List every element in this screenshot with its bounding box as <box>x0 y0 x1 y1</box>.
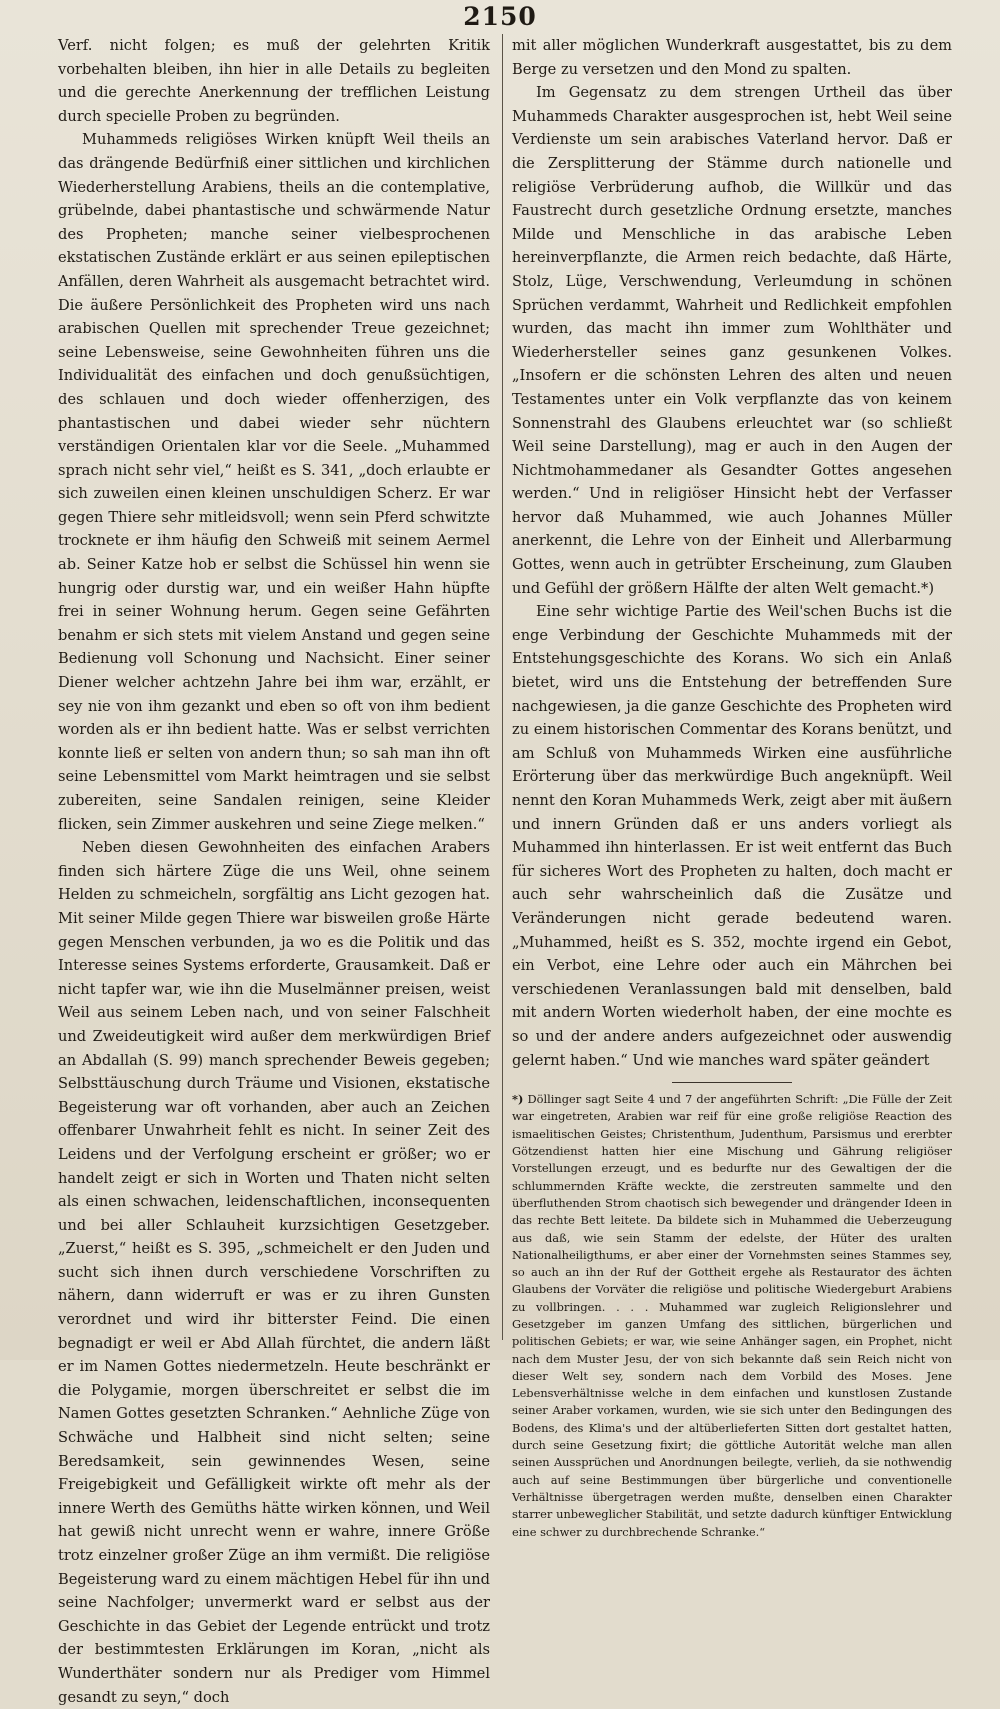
footnote-text: Döllinger sagt Seite 4 und 7 der angeführten Schrift: „Die Fülle der Zeit war eingetreten, Arabien war reif für eine große religiöse Reaction des ismaelitischen Geistes; Christenthum, Judenthum, Parsismus und ererbter Götzendienst hatten hier eine Mischung und Gährung religiöser Vorstellungen erzeugt, und es bedurfte nur des Gewaltigen der die schlummernden Kräfte weckte, die zerstreuten sammelte und den überfluthenden Strom chaotisch sich bewegender und drängender Ideen in das rechte Bett leitete. Da bildete sich in Muhammed die Ueberzeugung aus daß, wie sein Stamm der edelste, der Hüter des uralten Nationalheiligthums, er aber einer der Vornehmsten seines Stammes sey, so auch an ihn der Ruf der Gottheit ergehe als Restaurator des ächten Glaubens der Vorväter die religiöse und politische Wiedergeburt Arabiens zu vollbringen. . . . Muhammed war zugleich Religionslehrer und Gesetzgeber im ganzen Umfang des sittlichen, bürgerlichen und politischen Gebiets; er war, wie seine Anhänger sagen, ein Prophet, nicht nach dem Muster Jesu, der von sich bekannte daß sein Reich nicht von dieser Welt sey, sondern nach dem Vorbild des Moses. Jene Lebensverhältnisse welche in dem einfachen und kunstlosen Zustande seiner Araber vorkamen, wurden, wie sie sich unter den Bedingungen des Bodens, des Klima's und der altüberlieferten Sitten dort gestaltet hatten, durch seine Gesetzung fixirt; die göttliche Autorität welche man allen seinen Aussprüchen und Anordnungen beilegte, verlieh, da sie nothwendig auch auf seine Bestimmungen über bürgerliche und conventionelle Verhältnisse übergetragen werden mußte, denselben einen Charakter starrer unbeweglicher Stabilität, und setzte dadurch künftiger Entwicklung eine schwer zu durchbrechende Schranke.“ <box>512 1092 952 1539</box>
column-divider <box>502 34 503 1340</box>
page-number: 2150 <box>463 2 537 31</box>
right-paragraph-2: Im Gegensatz zu dem strengen Urtheil das über Muhammeds Charakter ausgesprochen ist, hebt Weil seine Verdienste um sein arabisches Vaterland hervor. Daß er die Zersplitterung der Stämme durch nationelle und religiöse Verbrüderung aufhob, die Willkür und das Faustrecht durch gesetzliche Ordnung ersetzte, manches Milde und Menschliche in das arabische Leben hereinverpflanzte, die Armen reich bedachte, daß Härte, Stolz, Lüge, Verschwendung, Verleumdung in schönen Sprüchen verdammt, Wahrheit und Redlichkeit empfohlen wurden, das macht ihn immer zum Wohlthäter und Wiederhersteller seines ganz gesunkenen Volkes. „Insofern er die schönsten Lehren des alten und neuen Testamentes unter ein Volk verpflanzte das von keinem Sonnenstrahl des Glaubens erleuchtet war (so schließt Weil seine Darstellung), mag er auch in den Augen der Nichtmohammedaner als Gesandter Gottes angesehen werden.“ Und in religiöser Hinsicht hebt der Verfasser hervor daß Muhammed, wie auch Johannes Müller anerkennt, die Lehre von der Einheit und Allerbarmung Gottes, wenn auch in getrübter Erscheinung, zum Glauben und Gefühl der größern Hälfte der alten Welt gemacht.*) <box>512 84 952 597</box>
left-paragraph-2: Muhammeds religiöses Wirken knüpft Weil theils an das drängende Bedürfniß einer sittlichen und kirchlichen Wiederherstellung Arabiens, theils an die contemplative, grübelnde, dabei phantastische und schwärmende Natur des Propheten; manche seiner vielbesprochenen ekstatischen Zustände erklärt er aus seinen epileptischen Anfällen, deren Wahrheit als ausgemacht betrachtet wird. Die äußere Persönlichkeit des Propheten wird uns nach arabischen Quellen mit sprechender Treue gezeichnet; seine Lebensweise, seine Gewohnheiten führen uns die Individualität des einfachen und doch genußsüchtigen, des schlauen und doch wieder offenherzigen, des phantastischen und dabei wieder sehr nüchtern verständigen Orientalen klar vor die Seele. „Muhammed sprach nicht sehr viel,“ heißt es S. 341, „doch erlaubte er sich zuweilen einen kleinen unschuldigen Scherz. Er war gegen Thiere sehr mitleidsvoll; wenn sein Pferd schwitzte trocknete er ihm häufig den Schweiß mit seinem Aermel ab. Seiner Katze hob er selbst die Schüssel hin wenn sie hungrig oder durstig war, und ein weißer Hahn hüpfte frei in seiner Wohnung herum. Gegen seine Gefährten benahm er sich stets mit vielem Anstand und gegen seine Bedienung voll Schonung und Nachsicht. Einer seiner Diener welcher achtzehn Jahre bei ihm war, erzählt, er sey nie von ihm gezankt und eben so oft von ihm bedient worden als er ihn bedient hatte. Was er selbst verrichten konnte ließ er selten von andern thun; so sah man ihn oft seine Lebensmittel vom Markt heimtragen und sie selbst zubereiten, seine Sandalen reinigen, seine Kleider flicken, sein Zimmer auskehren und seine Ziege melken.“ <box>58 131 490 833</box>
right-paragraph-1: mit aller möglichen Wunderkraft ausgestattet, bis zu dem Berge zu versetzen und den Mond zu spalten. <box>512 37 952 78</box>
footnote-rule <box>672 1082 792 1083</box>
left-paragraph-1: Verf. nicht folgen; es muß der gelehrten Kritik vorbehalten bleiben, ihn hier in alle Details zu begleiten und die gerechte Anerkennung der trefflichen Leistung durch specielle Proben zu begründen. <box>58 37 490 125</box>
right-column <box>512 34 952 1541</box>
footnote <box>512 1091 952 1541</box>
left-paragraph-3: Neben diesen Gewohnheiten des einfachen Arabers finden sich härtere Züge die uns Weil, ohne seinem Helden zu schmeicheln, sorgfältig ans Licht gezogen hat. Mit seiner Milde gegen Thiere war bisweilen große Härte gegen Menschen verbunden, ja wo es die Politik und das Interesse seines Systems erforderte, Grausamkeit. Daß er nicht tapfer war, wie ihn die Muselmänner preisen, weist Weil aus seinem Leben nach, und von seiner Falschheit und Zweideutigkeit wird außer dem merkwürdigen Brief an Abdallah (S. 99) manch sprechender Beweis gegeben; Selbsttäuschung durch Träume und Visionen, ekstatische Begeisterung war oft vorhanden, aber auch an Zeichen offenbarer Unwahrheit fehlt es nicht. In seiner Zeit des Leidens und der Verfolgung erscheint er größer; wo er handelt zeigt er sich in Worten und Thaten nicht selten als einen schwachen, leidenschaftlichen, inconsequenten und bei aller Schlauheit kurzsichtigen Gesetzgeber. „Zuerst,“ heißt es S. 395, „schmeichelt er den Juden und sucht sich ihnen durch verschiedene Vorschriften zu nähern, dann widerruft er was er zu ihren Gunsten verordnet und wird ihr bitterster Feind. Die einen begnadigt er weil er Abd Allah fürchtet, die andern läßt er im Namen Gottes niedermetzeln. Heute beschränkt er die Polygamie, morgen überschreitet er selbst die im Namen Gottes gesetzten Schranken.“ Aehnliche Züge von Schwäche und Halbheit sind nicht selten; seine Beredsamkeit, sein gewinnendes Wesen, seine Freigebigkeit und Gefälligkeit wirkte oft mehr als der innere Werth des Gemüths hätte wirken können, und Weil hat gewiß nicht unrecht wenn er wahre, innere Größe trotz einzelner großer Züge an ihm vermißt. Die religiöse Begeisterung ward zu einem mächtigen Hebel für ihn und seine Nachfolger; unvermerkt ward er selbst aus der Geschichte in das Gebiet der Legende entrückt und trotz der bestimmtesten Erklärungen im Koran, „nicht als Wunderthäter sondern nur als Prediger vom Himmel gesandt zu seyn,“ doch <box>58 839 490 1706</box>
right-paragraph-3: Eine sehr wichtige Partie des Weil'schen Buchs ist die enge Verbindung der Geschichte Muhammeds mit der Entstehungsgeschichte des Korans. Wo sich ein Anlaß bietet, wird uns die Entstehung der betreffenden Sure nachgewiesen, ja die ganze Geschichte des Propheten wird zu einem historischen Commentar des Korans benützt, und am Schluß von Muhammeds Wirken eine ausführliche Erörterung über das merkwürdige Buch angeknüpft. Weil nennt den Koran Muhammeds Werk, zeigt aber mit äußern und innern Gründen daß er uns anders vorliegt als Muhammed ihn hinterlassen. Er ist weit entfernt das Buch für sicheres Wort des Propheten zu halten, doch macht er auch sehr wahrscheinlich daß die Zusätze und Veränderungen nicht gerade bedeutend waren. „Muhammed, heißt es S. 352, mochte irgend ein Gebot, ein Verbot, eine Lehre oder auch ein Mährchen bei verschiedenen Veranlassungen bald mit denselben, bald mit andern Worten wiederholt haben, der eine mochte es so und der andere anders aufgezeichnet oder auswendig gelernt haben.“ Und wie manches ward später geändert <box>512 603 952 1069</box>
footnote-marker: *) <box>512 1092 524 1107</box>
left-column <box>58 34 490 1709</box>
